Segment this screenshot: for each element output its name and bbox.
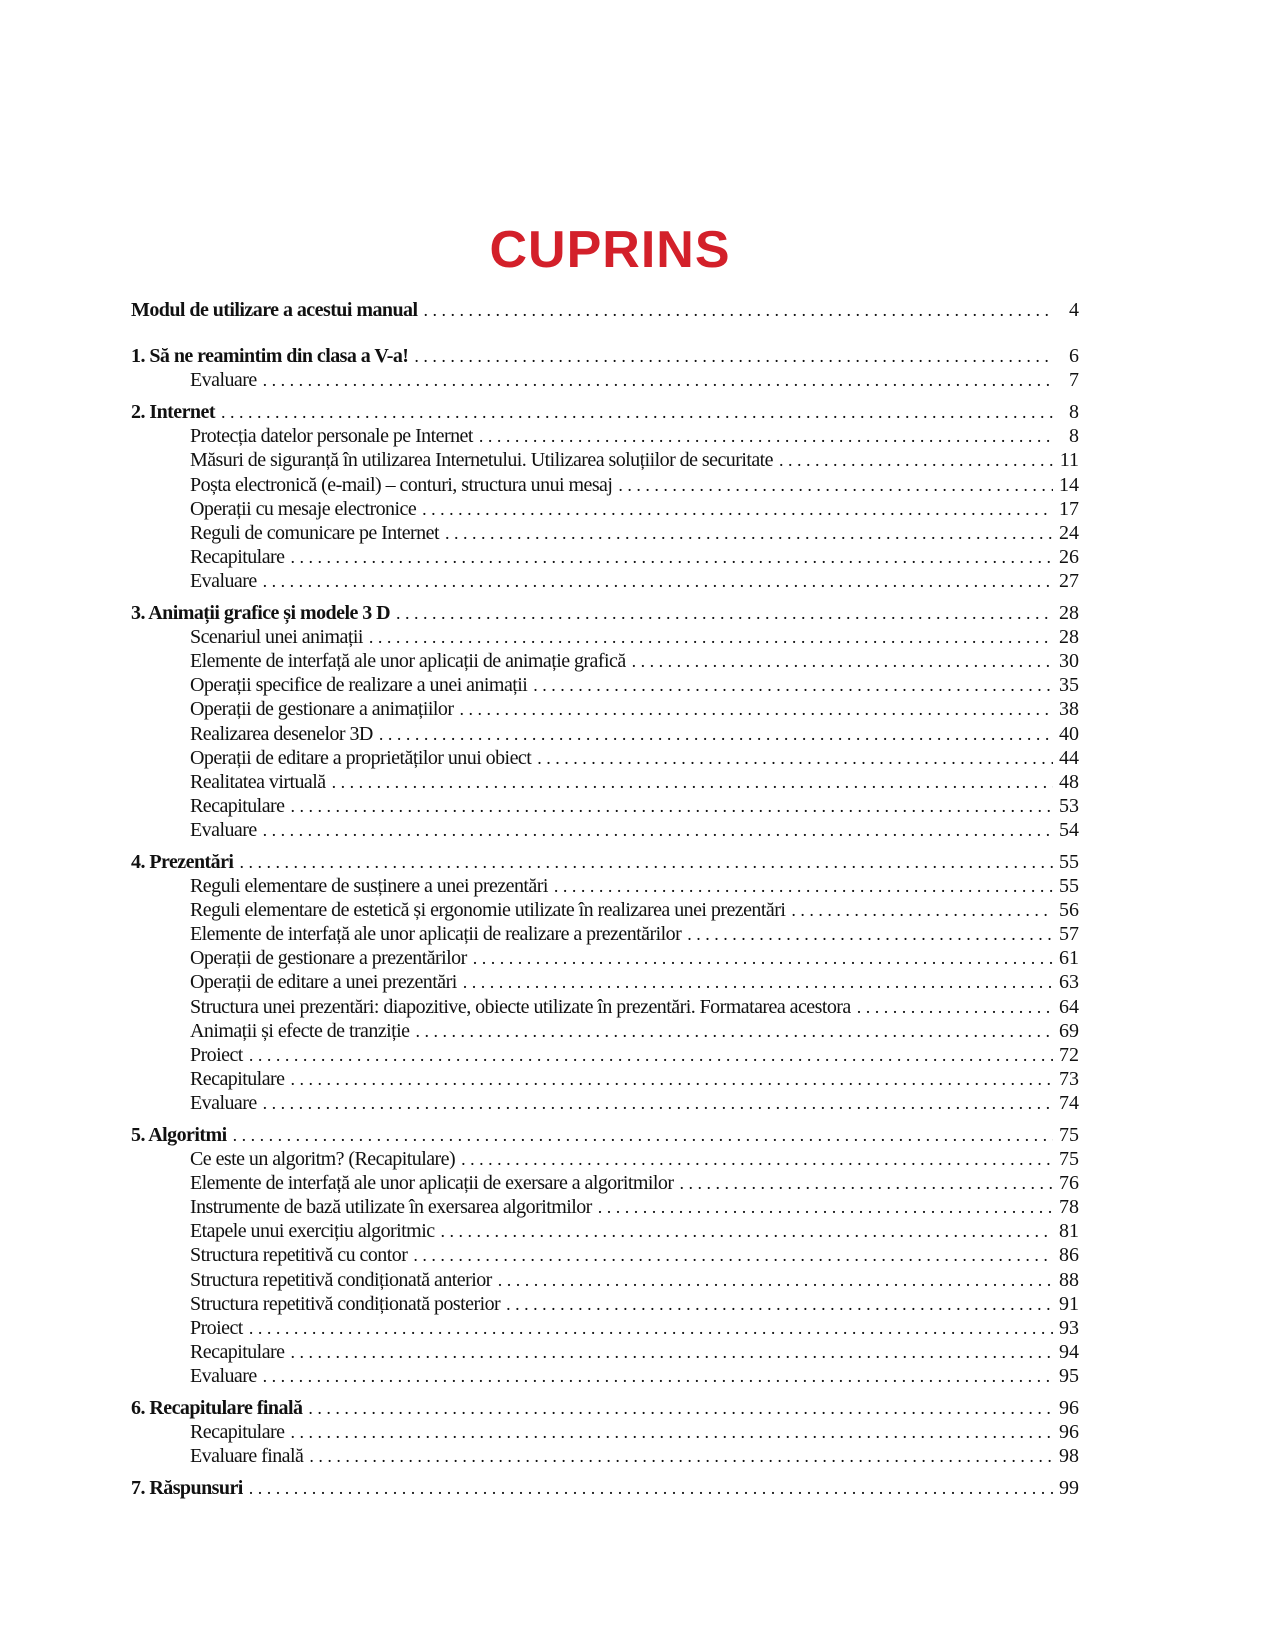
toc-entry-label: Recapitulare [190,794,285,817]
toc-page-number: 81 [1059,1220,1079,1243]
toc-page-number: 6 [1069,345,1079,368]
toc-entry[interactable] [131,1195,1079,1219]
toc-entry[interactable] [131,1067,1079,1091]
dot-leader [463,970,1053,994]
dot-leader [396,601,1053,625]
toc-entry-label: Evaluare [190,818,257,841]
toc-page-number: 28 [1059,602,1079,625]
dot-leader [479,424,1053,448]
dot-leader [632,649,1053,673]
dot-leader [461,1147,1053,1171]
toc-entry[interactable] [131,818,1079,842]
toc-entry-label: Realizarea desenelor 3D [190,722,373,745]
toc-chapter-1[interactable] [131,344,1079,368]
toc-page-number: 7 [1069,369,1079,392]
toc-entry-label: Operații de gestionare a prezentărilor [190,947,467,970]
toc-entry-label: Recapitulare [190,1421,285,1444]
toc-entry-label: Instrumente de bază utilizate în exersarea algoritmilor [190,1196,592,1219]
toc-entry[interactable] [131,1268,1079,1292]
toc-page-number: 88 [1059,1268,1079,1291]
toc-page-number: 64 [1059,995,1079,1018]
toc-page-number: 86 [1059,1244,1079,1267]
toc-page-number: 73 [1059,1067,1079,1090]
toc-page-number: 35 [1059,674,1079,697]
toc-entry-label: Etapele unui exercițiu algoritmic [190,1220,435,1243]
toc-chapter-4[interactable] [131,850,1079,874]
toc-entry-label: Proiect [190,1043,243,1066]
toc-entry[interactable] [131,770,1079,794]
dot-leader [239,850,1053,874]
toc-entry[interactable] [131,995,1079,1019]
toc-entry[interactable] [131,545,1079,569]
dot-leader [779,448,1053,472]
toc-page-number: 14 [1059,473,1079,496]
dot-leader [537,746,1053,770]
toc-page-number: 76 [1059,1172,1079,1195]
toc-entry[interactable] [131,569,1079,593]
toc-chapter-label: 2. Internet [131,401,215,424]
toc-entry[interactable] [131,448,1079,472]
toc-entry[interactable] [131,697,1079,721]
toc-chapter-label: 3. Animații grafice și modele 3 D [131,602,391,625]
toc-page-number: 44 [1059,746,1079,769]
toc-entry[interactable] [131,722,1079,746]
table-of-contents [131,298,1079,1500]
toc-entry[interactable] [131,794,1079,818]
toc-entry[interactable] [131,874,1079,898]
toc-entry-label: Scenariul unei animații [190,626,363,649]
toc-entry-label: Recapitulare [190,1340,285,1363]
dot-leader [506,1292,1053,1316]
toc-entry-label: Elemente de interfață ale unor aplicații de realizare a prezentărilor [190,923,682,946]
toc-page-number: 48 [1059,770,1079,793]
toc-entry-label: Evaluare [190,369,257,392]
dot-leader [290,1067,1053,1091]
toc-entry-label: Operații de editare a proprietăților unui obiect [190,746,532,769]
toc-page-number: 93 [1059,1316,1079,1339]
toc-entry-label: Evaluare [190,1364,257,1387]
dot-leader [290,794,1053,818]
toc-page-number: 8 [1069,425,1079,448]
dot-leader [414,344,1053,368]
toc-entry[interactable] [131,625,1079,649]
toc-entry-label: Structura repetitivă cu contor [190,1244,408,1267]
toc-entry[interactable] [131,746,1079,770]
toc-entry-label: Poșta electronică (e-mail) – conturi, structura unui mesaj [190,473,613,496]
dot-leader [424,298,1054,322]
toc-page-number: 38 [1059,698,1079,721]
toc-page-number: 55 [1059,875,1079,898]
toc-entry[interactable] [131,898,1079,922]
dot-leader [263,1091,1053,1115]
dot-leader [290,1340,1053,1364]
dot-leader [416,1019,1053,1043]
toc-entry[interactable] [131,1364,1079,1388]
toc-entry[interactable] [131,424,1079,448]
dot-leader [441,1219,1053,1243]
toc-page-number: 96 [1059,1397,1079,1420]
toc-page-number: 99 [1059,1477,1079,1500]
toc-page-number: 75 [1059,1148,1079,1171]
toc-page-number: 53 [1059,794,1079,817]
toc-entry-label: Reguli de comunicare pe Internet [190,521,439,544]
toc-page-number: 98 [1059,1445,1079,1468]
toc-entry[interactable] [131,1219,1079,1243]
dot-leader [249,1316,1053,1340]
toc-entry-label: Modul de utilizare a acestui manual [131,299,418,321]
page-title: CUPRINS [489,221,731,279]
toc-entry-intro[interactable] [131,298,1079,322]
toc-chapter-2[interactable] [131,400,1079,424]
toc-chapter-label: 5. Algoritmi [131,1124,227,1146]
toc-page-number: 74 [1059,1091,1079,1114]
toc-page-number: 30 [1059,650,1079,673]
toc-entry[interactable] [131,1019,1079,1043]
toc-entry-label: Protecția datelor personale pe Internet [190,425,473,448]
toc-entry[interactable] [131,521,1079,545]
toc-chapter-label: 1. Să ne reamintim din clasa a V-a! [131,345,409,368]
toc-entry-label: Realitatea virtuală [190,770,326,793]
dot-leader [233,1123,1053,1147]
toc-entry-label: Structura repetitivă condiționată anterior [190,1268,492,1291]
dot-leader [221,400,1053,424]
toc-entry[interactable] [131,649,1079,673]
toc-page-number: 63 [1059,971,1079,994]
toc-page-number: 94 [1059,1340,1079,1363]
toc-page-number: 55 [1059,850,1079,873]
toc-entry-label: Măsuri de siguranță în utilizarea Internetului. Utilizarea soluțiilor de securitate [190,449,774,472]
toc-page-number: 40 [1059,722,1079,745]
toc-entry-label: Operații de editare a unei prezentări [190,971,457,994]
toc-entry[interactable] [131,1316,1079,1340]
toc-entry[interactable] [131,1171,1079,1195]
toc-entry[interactable] [131,1444,1079,1468]
dot-leader [533,673,1053,697]
dot-leader [598,1195,1053,1219]
dot-leader [791,898,1053,922]
toc-entry[interactable] [131,368,1079,392]
toc-entry[interactable] [131,1043,1079,1067]
dot-leader [498,1268,1053,1292]
dot-leader [332,770,1053,794]
toc-page-number: 24 [1059,521,1079,544]
toc-chapter-3[interactable] [131,601,1079,625]
dot-leader [263,569,1053,593]
dot-leader [249,1476,1053,1500]
toc-entry[interactable] [131,1147,1079,1171]
toc-entry[interactable] [131,922,1079,946]
dot-leader [309,1444,1053,1468]
toc-entry-label: Ce este un algoritm? (Recapitulare) [190,1148,456,1171]
toc-chapter-7[interactable] [131,1476,1079,1500]
toc-page-number: 75 [1059,1124,1079,1146]
toc-entry[interactable] [131,1340,1079,1364]
toc-page-number: 26 [1059,545,1079,568]
dot-leader [263,368,1053,392]
toc-page-number: 69 [1059,1019,1079,1042]
toc-chapter-label: 7. Răspunsuri [131,1477,243,1500]
toc-chapter-label: 6. Recapitulare finală [131,1397,303,1420]
toc-page-number: 17 [1059,497,1079,520]
dot-leader [554,874,1053,898]
toc-entry-label: Proiect [190,1316,243,1339]
toc-entry-label: Recapitulare [190,1067,285,1090]
toc-entry-label: Reguli elementare de estetică și ergonomie utilizate în realizarea unei prezentări [190,899,786,922]
dot-leader [263,1364,1053,1388]
toc-entry[interactable] [131,1091,1079,1115]
toc-entry[interactable] [131,673,1079,697]
toc-page-number: 54 [1059,818,1079,841]
dot-leader [473,946,1053,970]
toc-entry[interactable] [131,473,1079,497]
toc-entry-label: Operații de gestionare a animațiilor [190,698,454,721]
toc-entry-label: Operații cu mesaje electronice [190,497,417,520]
toc-entry[interactable] [131,946,1079,970]
dot-leader [687,922,1053,946]
dot-leader [618,473,1053,497]
dot-leader [290,1420,1053,1444]
toc-page-number: 95 [1059,1364,1079,1387]
toc-page-number: 28 [1059,626,1079,649]
toc-page-number: 78 [1059,1196,1079,1219]
toc-entry-label: Evaluare [190,569,257,592]
toc-page-number: 72 [1059,1043,1079,1066]
dot-leader [308,1396,1053,1420]
toc-page-number: 91 [1059,1292,1079,1315]
toc-entry-label: Structura repetitivă condiționată posterior [190,1292,501,1315]
dot-leader [445,521,1053,545]
toc-entry-label: Operații specifice de realizare a unei animații [190,674,528,697]
toc-page-number: 27 [1059,569,1079,592]
dot-leader [369,625,1053,649]
dot-leader [679,1171,1053,1195]
toc-entry[interactable] [131,1420,1079,1444]
toc-entry-label: Elemente de interfață ale unor aplicații de animație grafică [190,650,626,673]
dot-leader [263,818,1053,842]
dot-leader [422,497,1053,521]
toc-entry-label: Evaluare [190,1091,257,1114]
toc-entry-label: Evaluare finală [190,1445,304,1468]
toc-chapter-label: 4. Prezentări [131,850,234,873]
dot-leader [249,1043,1053,1067]
toc-chapter-5[interactable] [131,1123,1079,1147]
toc-entry[interactable] [131,497,1079,521]
toc-page-number: 61 [1059,947,1079,970]
dot-leader [413,1243,1053,1267]
toc-entry[interactable] [131,1292,1079,1316]
toc-entry[interactable] [131,1243,1079,1267]
toc-entry[interactable] [131,970,1079,994]
toc-page-number: 56 [1059,899,1079,922]
toc-page-number: 57 [1059,923,1079,946]
toc-page-number: 8 [1069,401,1079,424]
toc-chapter-6[interactable] [131,1396,1079,1420]
toc-entry-label: Elemente de interfață ale unor aplicații de exersare a algoritmilor [190,1172,674,1195]
dot-leader [290,545,1053,569]
dot-leader [379,722,1053,746]
toc-entry-label: Animații și efecte de tranziție [190,1019,410,1042]
toc-page-number: 4 [1069,299,1079,321]
toc-entry-label: Recapitulare [190,545,285,568]
toc-entry-label: Structura unei prezentări: diapozitive, obiecte utilizate în prezentări. Formatarea acestora [190,995,851,1018]
dot-leader [459,697,1053,721]
dot-leader [857,995,1053,1019]
toc-entry-label: Reguli elementare de susținere a unei prezentări [190,875,548,898]
toc-page-number: 96 [1059,1421,1079,1444]
toc-page-number: 11 [1059,449,1079,472]
